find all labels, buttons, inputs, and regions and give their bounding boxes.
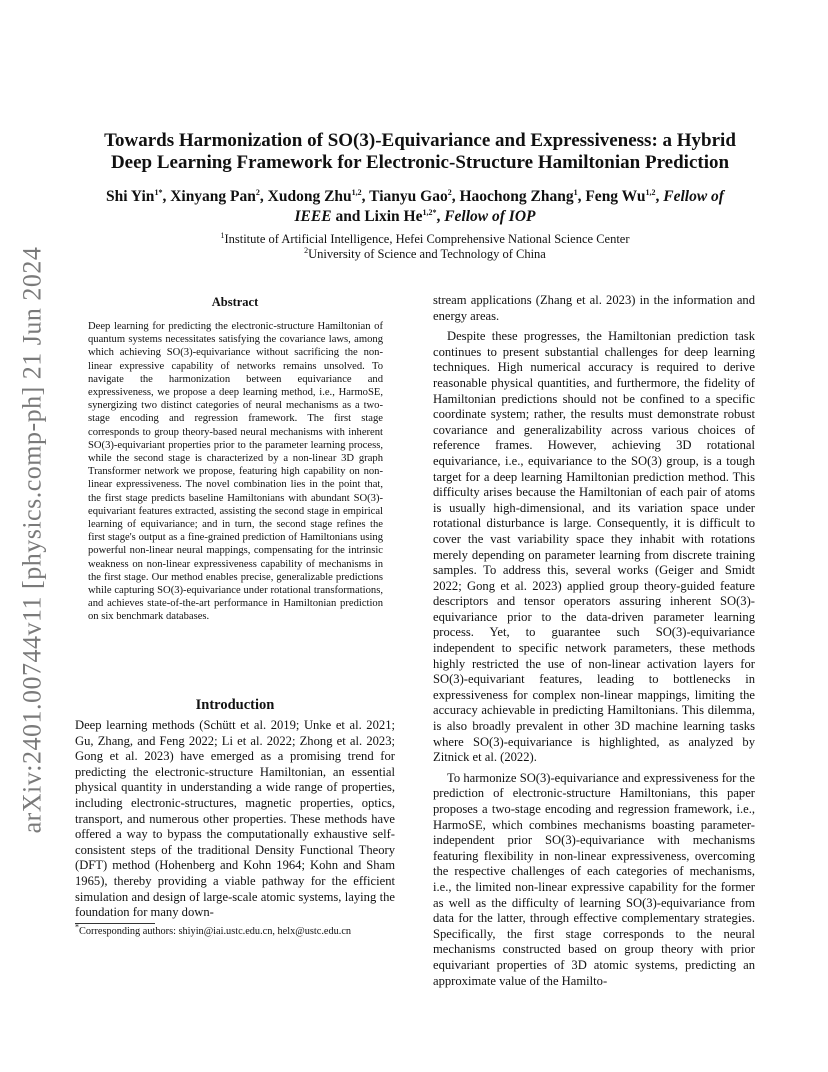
fellow-ieee-title: Fellow of bbox=[663, 188, 724, 205]
author-name: Shi Yin bbox=[106, 188, 155, 205]
title-line-1: Towards Harmonization of SO(3)-Equivariance and Expressiveness: a Hybrid bbox=[104, 130, 736, 151]
introduction-heading: Introduction bbox=[195, 697, 275, 713]
fellow-iop-title: Fellow of IOP bbox=[444, 208, 536, 225]
body-paragraph: Despite these progresses, the Hamiltonian prediction task continues to present substantial challenges for deep learning techniques. High numerical accuracy is required to derive reasonable physical quantities, and furthermore, the fidelity of Hamiltonian predictions should not be confined to a specific coordinate system; rather, the results must demonstrate robust covariance and generalizability across various choices of reference frames. However, achieving 3D rotational equivariance, i.e., equivariance to the SO(3) group, is a tough target for a deep learning Hamiltonian prediction method. This difficulty arises because the Hamiltonian of each pair of atoms is usually high-dimensional, and its variation space under rotational disturbance is large. Consequently, it is difficult to cover the vast variability space they inhabit with rotations merely depending on parameter learning from discrete training samples. To address this, several works (Geiger and Smidt 2022; Gong et al. 2023) applied group theory-guided feature descriptors and tensor operators assuring inherent SO(3)-equivariance prior to the data-driven parameter learning process. Yet, to guarantee such SO(3)-equivariance independent to specific network parameters, these methods highly restricted the use of non-linear activation layers for SO(3)-equivariant features, leading to bottlenecks in expressiveness for complex non-linear mappings, limiting the accuracy achievable in predicting Hamiltonians. This dilemma, is also broadly prevalent in other 3D machine learning tasks where SO(3)-equivariance is highlighted, as analyzed by Zitnick et al. (2022). bbox=[433, 329, 755, 765]
arxiv-identifier-stamp bbox=[8, 230, 56, 850]
author-name: Lixin He bbox=[364, 208, 423, 225]
author-name: Xinyang Pan bbox=[170, 188, 256, 205]
authors-line-2 bbox=[60, 207, 770, 227]
author-separator: , bbox=[577, 188, 586, 205]
author-affiliation-mark: 2 bbox=[255, 187, 260, 197]
author-affiliation-mark: 1* bbox=[154, 187, 163, 197]
author-list bbox=[60, 187, 770, 227]
affiliations bbox=[60, 232, 790, 262]
author-name: Xudong Zhu bbox=[267, 188, 352, 205]
affiliation-text: University of Science and Technology of China bbox=[308, 247, 546, 261]
author-separator: , bbox=[259, 188, 268, 205]
abstract-heading: Abstract bbox=[211, 295, 259, 309]
author-conjunction: and bbox=[331, 208, 365, 225]
body-paragraph: To harmonize SO(3)-equivariance and expressiveness for the prediction of electronic-structure Hamiltonians, this paper proposes a two-stage encoding and regression framework, i.e., HarmoSE, which combines mechanisms boasting parameter-independent prior SO(3)-equivariance with mechanisms featuring flexibility in non-linear expressiveness, overcoming the respective challenges of each categories of mechanisms, i.e., the limited non-linear expressive capability for the former as well as the difficulty of learning SO(3)-equivariance from data for the latter, through effective complementary strategies. Specifically, the first stage corresponds to the neural mechanisms constructed based on group theory with prior equivariant properties of 3D atomic systems, predicting an approximate value of the Hamilto- bbox=[433, 770, 755, 988]
fellow-ieee-org: IEEE bbox=[294, 208, 332, 225]
author-affiliation-mark: 2 bbox=[447, 187, 452, 197]
affiliation-2 bbox=[60, 247, 790, 262]
author-separator: , bbox=[655, 188, 664, 205]
author-separator: , bbox=[162, 188, 171, 205]
paper-title bbox=[60, 130, 780, 174]
footnote-mark: * bbox=[75, 922, 79, 932]
author-name: Tianyu Gao bbox=[369, 188, 448, 205]
title-line-2: Deep Learning Framework for Electronic-Structure Hamiltonian Prediction bbox=[110, 152, 730, 173]
author-affiliation-mark: 1,2 bbox=[351, 187, 362, 197]
footnote bbox=[75, 922, 395, 939]
footnote-text: Corresponding authors: shiyin@iai.ustc.edu.cn, helx@ustc.edu.cn bbox=[79, 926, 352, 937]
introduction-body bbox=[75, 718, 395, 921]
affiliation-text: Institute of Artificial Intelligence, Hefei Comprehensive National Science Center bbox=[224, 232, 630, 246]
affiliation-mark: 2 bbox=[304, 245, 309, 255]
arxiv-stamp-text: arXiv:2401.00744v11 [physics.comp-ph] 21 Jun 2024 bbox=[17, 246, 47, 834]
author-name: Haochong Zhang bbox=[459, 188, 574, 205]
author-affiliation-mark: 1 bbox=[573, 187, 578, 197]
author-name: Feng Wu bbox=[585, 188, 646, 205]
author-affiliation-mark: 1,2* bbox=[422, 207, 437, 217]
author-separator: , bbox=[361, 188, 370, 205]
author-separator: , bbox=[451, 188, 460, 205]
footnote-divider bbox=[75, 923, 155, 924]
affiliation-mark: 1 bbox=[220, 230, 225, 240]
author-affiliation-mark: 1,2 bbox=[645, 187, 656, 197]
abstract-body: Deep learning for predicting the electronic-structure Hamiltonian of quantum systems necessitates satisfying the covariance laws, among which achieving SO(3)-equivariance without sacrificing the non-linear expressive capability of networks remains unsolved. To navigate the harmonization between equivariance and expressiveness, we propose a deep learning method, i.e., HarmoSE, synergizing two distinct categories of neural mechanisms as a two-stage encoding and regression framework. The first stage corresponds to group theory-based neural mechanisms with inherent SO(3)-equivariant properties prior to the parameter learning process, while the second stage is characterized by a non-linear 3D graph Transformer network we propose, featuring high capability on non-linear expressiveness. The novel combination lies in the point that, the first stage predicts baseline Hamiltonians with abundant SO(3)-equivariant features extracted, assisting the second stage in empirical learning of equivariance; and in turn, the second stage refines the first stage's output as a fine-grained prediction of Hamiltonians using powerful non-linear neural mappings, compensating for the intrinsic weakness on non-linear expressiveness capability of mechanisms in the first stage. Our method enables precise, generalizable predictions while capturing SO(3)-equivariance under rotational transformations, and achieves state-of-the-art performance in Hamiltonian prediction on six benchmark databases. bbox=[88, 321, 383, 623]
authors-line-1 bbox=[60, 187, 770, 207]
body-paragraph: stream applications (Zhang et al. 2023) in the information and energy areas. bbox=[433, 293, 755, 323]
right-column bbox=[433, 293, 755, 989]
introduction-paragraph: Deep learning methods (Schütt et al. 2019; Unke et al. 2021; Gu, Zhang, and Feng 2022; Li et al. 2022; Zhong et al. 2023; Gong et al. 2023) have emerged as a promising trend for predicting the electronic-structure Hamiltonian, an essential physical quantity in understanding a wide range of properties, including electronic-structures, magnetic properties, optics, transport, and numerous other properties. These methods have offered a way to bypass the computationally exhaustive self-consistent steps of the traditional Density Functional Theory (DFT) method (Hohenberg and Kohn 1964; Kohn and Sham 1965), thereby providing a viable pathway for the efficient simulation and design of large-scale atomic systems, laying the foundation for many down- bbox=[75, 718, 395, 920]
author-separator: , bbox=[436, 208, 445, 225]
affiliation-1 bbox=[60, 232, 790, 247]
